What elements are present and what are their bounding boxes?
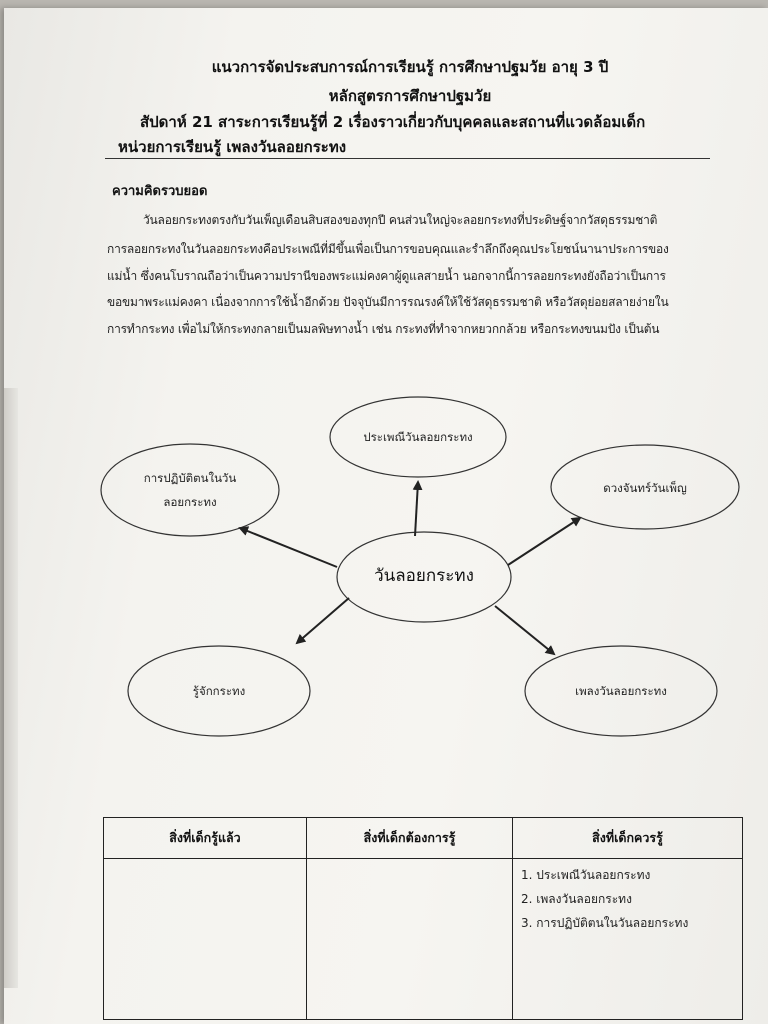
unit-line: หน่วยการเรียนรู้ เพลงวันลอยกระทง: [118, 138, 347, 156]
list-item: 1. ประเพณีวันลอยกระทง: [521, 868, 651, 882]
list-item: 2. เพลงวันลอยกระทง: [521, 892, 632, 906]
known-cell: [104, 859, 307, 1020]
center-node-label: วันลอยกระทง: [374, 566, 474, 586]
arrow-to-bottom-right: [495, 606, 554, 654]
table-row: [104, 859, 743, 1020]
top-node-label: ประเพณีวันลอยกระทง: [363, 430, 473, 444]
left-node-label-line2: ลอยกระทง: [163, 495, 217, 509]
week-line: สัปดาห์ 21 สาระการเรียนรู้ที่ 2 เรื่องราวเกี่ยวกับบุคคลและสถานที่แวดล้อมเด็ก: [140, 113, 646, 131]
column-header-known: สิ่งที่เด็กรู้แล้ว: [104, 818, 307, 859]
bottom-left-node-label: รู้จักกระทง: [192, 684, 246, 698]
want-to-know-cell: [307, 859, 513, 1020]
arrow-to-bottom-left: [297, 598, 349, 643]
knowledge-table: [103, 817, 743, 1020]
bottom-right-node-label: เพลงวันลอยกระทง: [575, 684, 667, 698]
concept-line: แม่น้ำ ซึ่งคนโบราณถือว่าเป็นความปรานีของพระแม่คงคาผู้ดูแลสายน้ำ นอกจากนี้การลอยกระทงยังถือว่าเป็นการ: [107, 269, 666, 283]
column-header-should-know: สิ่งที่เด็กควรรู้: [513, 818, 743, 859]
concept-heading: ความคิดรวบยอด: [112, 184, 208, 199]
curriculum-title: หลักสูตรการศึกษาปฐมวัย: [328, 87, 492, 105]
concept-line: วันลอยกระทงตรงกับวันเพ็ญเดือนสิบสองของทุกปี คนส่วนใหญ่จะลอยกระทงที่ประดิษฐ์จากวัสดุธรรมชาติ: [143, 213, 658, 227]
left-node-label-line1: การปฏิบัติตนในวัน: [143, 471, 237, 485]
concept-line: การลอยกระทงในวันลอยกระทงคือประเพณีที่มีขึ้นเพื่อเป็นการขอบคุณและรำลึกถึงคุณประโยชน์นานาประการของ: [107, 242, 669, 256]
concept-line: การทำกระทง เพื่อไม่ให้กระทงกลายเป็นมลพิษทางน้ำ เช่น กระทงที่ทำจากหยวกกล้วย หรือกระทงขนมปัง เป็นต้น: [107, 322, 660, 336]
arrow-to-right: [508, 518, 580, 565]
list-item: 3. การปฏิบัติตนในวันลอยกระทง: [521, 916, 689, 930]
column-header-want-to-know: สิ่งที่เด็กต้องการรู้: [307, 818, 513, 859]
right-node-label: ดวงจันทร์วันเพ็ญ: [603, 481, 687, 495]
should-know-cell: [513, 859, 743, 1020]
concept-line: ขอขมาพระแม่คงคา เนื่องจากการใช้น้ำอีกด้วย ปัจจุบันมีการรณรงค์ให้ใช้วัสดุธรรมชาติ หรือวัสดุย่อยสลายง่ายใน: [107, 295, 669, 309]
arrow-to-left: [240, 528, 337, 567]
table-header-row: [104, 818, 743, 859]
document-title: แนวการจัดประสบการณ์การเรียนรู้ การศึกษาปฐมวัย อายุ 3 ปี: [211, 58, 609, 76]
arrow-to-top: [415, 482, 418, 536]
